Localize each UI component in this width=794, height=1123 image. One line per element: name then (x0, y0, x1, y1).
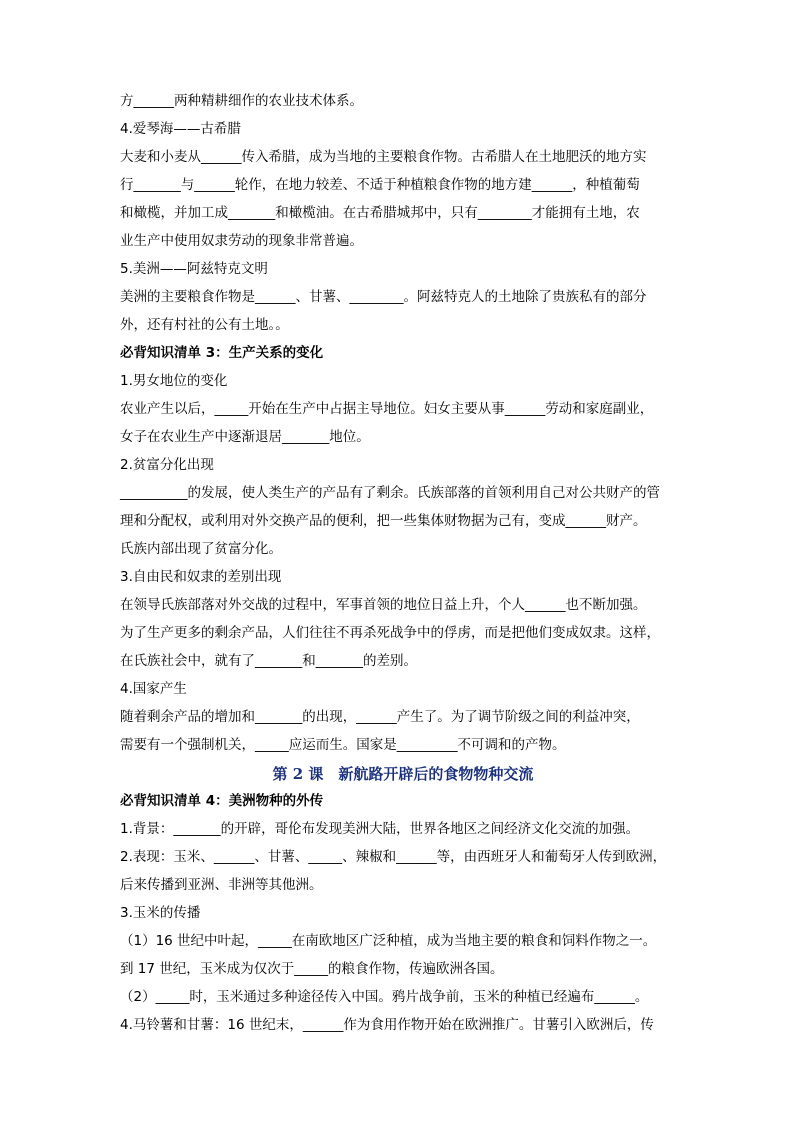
text-line: 行_______与______轮作，在地力较差、不适于种植粮食作物的地方建______，种植葡萄 (120, 177, 640, 193)
text-line: 3.玉米的传播 (120, 905, 201, 921)
section-heading: 必背知识清单 4：美洲物种的外传 (120, 793, 324, 809)
document-page (120, 92, 686, 1044)
text-line: __________的发展，使人类生产的产品有了剩余。氏族部落的首领利用自己对公共财产的管 (120, 485, 660, 501)
text-line: 理和分配权，或利用对外交换产品的便利，把一些集体财物据为己有，变成______财产。 (120, 513, 647, 529)
text-line: 方______两种精耕细作的农业技术体系。 (120, 93, 363, 109)
text-line: 4.马铃薯和甘薯：16 世纪末，______作为食用作物开始在欧洲推广。甘薯引入欧洲后，传 (120, 1017, 654, 1033)
text-line: 5.美洲——阿兹特克文明 (120, 261, 268, 277)
text-line: 1.男女地位的变化 (120, 373, 228, 389)
text-line: 女子在农业生产中逐渐退居_______地位。 (120, 429, 370, 445)
text-line: 外，还有村社的公有土地。。 (120, 317, 289, 333)
text-line: 2.贫富分化出现 (120, 457, 214, 473)
text-line: 在氏族社会中，就有了_______和_______的差别。 (120, 653, 417, 669)
text-line: 需要有一个强制机关，_____应运而生。国家是_________不可调和的产物。 (120, 737, 566, 753)
text-line: （1）16 世纪中叶起，_____在南欧地区广泛种植，成为当地主要的粮食和饲料作物之一。 (120, 933, 657, 949)
text-line: 大麦和小麦从______传入希腊，成为当地的主要粮食作物。古希腊人在土地肥沃的地方实 (120, 149, 647, 165)
text-line: 4.爱琴海——古希腊 (120, 121, 241, 137)
text-line: 后来传播到亚洲、非洲等其他洲。 (120, 877, 323, 893)
text-line: 农业产生以后，_____开始在生产中占据主导地位。妇女主要从事______劳动和家庭副业， (120, 401, 654, 417)
text-line: 美洲的主要粮食作物是______、甘薯、________。阿兹特克人的土地除了贵族私有的部分 (120, 289, 647, 305)
text-line: （2）_____时，玉米通过多种途径传入中国。鸦片战争前，玉米的种植已经遍布______。 (120, 989, 649, 1005)
text-line: 业生产中使用奴隶劳动的现象非常普遍。 (120, 233, 363, 249)
text-line: 2.表现：玉米、______、甘薯、_____、辣椒和______等，由西班牙人和葡萄牙人传到欧洲， (120, 849, 667, 865)
text-line: 到 17 世纪，玉米成为仅次于_____的粮食作物，传遍欧洲各国。 (120, 961, 504, 977)
text-line: 氏族内部出现了贫富分化。 (120, 541, 282, 557)
text-line: 为了生产更多的剩余产品，人们往往不再杀死战争中的俘虏，而是把他们变成奴隶。这样， (120, 625, 660, 641)
text-line: 3.自由民和奴隶的差别出现 (120, 569, 282, 585)
text-line: 1.背景：_______的开辟，哥伦布发现美洲大陆，世界各地区之间经济文化交流的加强。 (120, 821, 640, 837)
section-heading: 必背知识清单 3：生产关系的变化 (120, 345, 324, 361)
text-line: 随着剩余产品的增加和_______的出现，______产生了。为了调节阶级之间的利益冲突， (120, 709, 640, 725)
text-line: 和橄榄，并加工成_______和橄榄油。在古希腊城邦中，只有________才能拥有土地，农 (120, 205, 640, 221)
text-line: 4.国家产生 (120, 681, 187, 697)
text-line: 在领导氏族部落对外交战的过程中，军事首领的地位日益上升，个人______也不断加强。 (120, 597, 647, 613)
lesson-title: 第 2 课 新航路开辟后的食物物种交流 (272, 765, 534, 783)
